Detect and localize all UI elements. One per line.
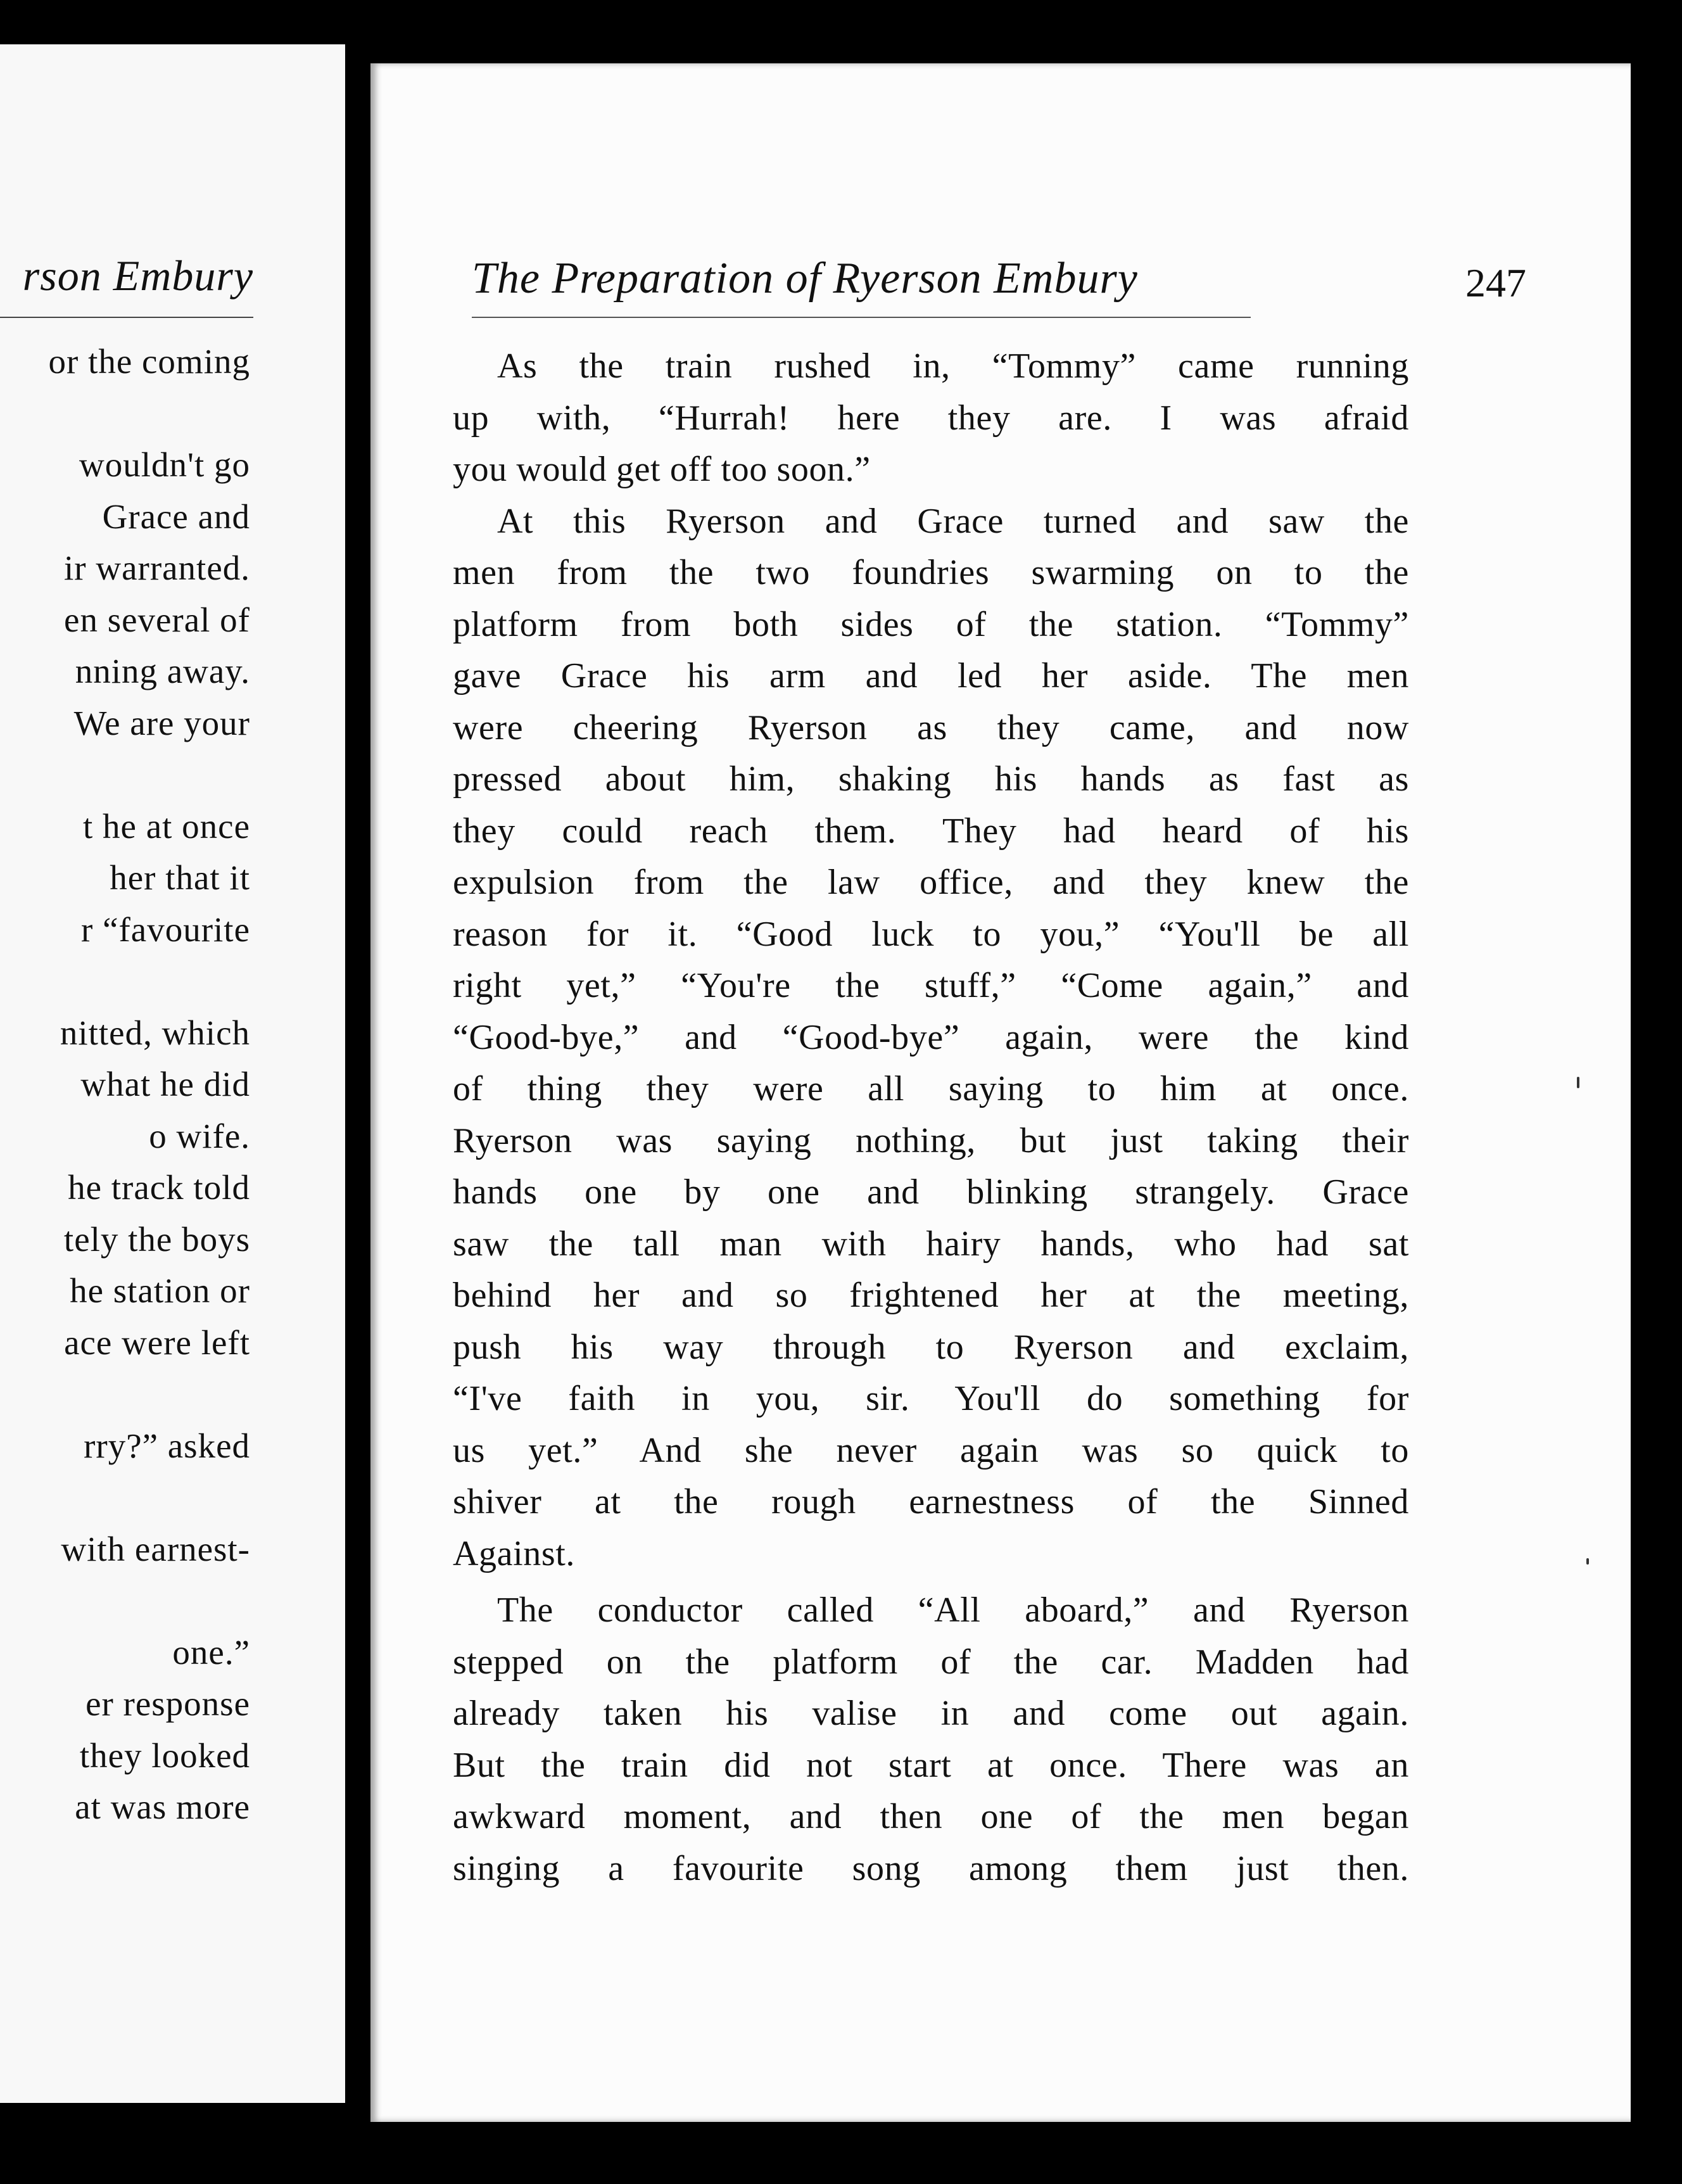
left-line: t he at once <box>83 806 250 846</box>
text-line: Against. <box>453 1533 576 1573</box>
left-line <box>0 749 250 801</box>
page-number: 247 <box>1465 260 1526 305</box>
text-line: expulsion from the law office, and they knew the <box>453 863 1409 902</box>
text-line: saw the tall man with hairy hands, who had sat <box>453 1224 1409 1264</box>
left-line: at was more <box>75 1787 250 1826</box>
text-line: reason for it. “Good luck to you,” “You'll be all <box>453 914 1409 954</box>
left-line <box>0 1471 250 1523</box>
left-line: or the coming <box>48 342 250 381</box>
text-line: awkward moment, and then one of the men began <box>453 1797 1409 1836</box>
left-line: what he did <box>80 1065 250 1103</box>
left-line: he track told <box>68 1168 250 1207</box>
scan-speck <box>1577 1077 1579 1088</box>
text-line: of thing they were all saying to him at once. <box>453 1069 1409 1108</box>
text-line: But the train did not start at once. There was an <box>453 1745 1409 1785</box>
left-text-block <box>0 336 250 1833</box>
left-line: with earnest- <box>61 1529 250 1568</box>
left-line <box>0 1368 250 1420</box>
text-line: stepped on the platform of the car. Madden had <box>453 1642 1409 1682</box>
left-line: tely the boys <box>63 1219 250 1259</box>
left-line: ir warranted. <box>64 549 250 587</box>
left-running-title: rson Embury <box>22 251 253 300</box>
text-line: were cheering Ryerson as they came, and now <box>453 708 1409 747</box>
text-line: you would get off too soon.” <box>453 450 871 489</box>
text-line: “I've faith in you, sir. You'll do something for <box>453 1379 1409 1418</box>
text-line: As the train rushed in, “Tommy” came running <box>497 346 1409 386</box>
left-line: r “favourite <box>81 910 250 949</box>
left-line: her that it <box>110 858 250 897</box>
right-page <box>370 63 1631 2122</box>
left-line: wouldn't go <box>79 445 250 484</box>
text-line: men from the two foundries swarming on to the <box>453 553 1409 592</box>
left-line <box>0 1575 250 1627</box>
left-line <box>0 955 250 1007</box>
text-line: Ryerson was saying nothing, but just taking their <box>453 1121 1409 1160</box>
body-text <box>453 341 1409 1895</box>
text-line: right yet,” “You're the stuff,” “Come again,” and <box>453 966 1409 1005</box>
page-header <box>472 247 1526 310</box>
left-line: ace were left <box>64 1323 250 1362</box>
text-line: up with, “Hurrah! here they are. I was afraid <box>453 398 1409 438</box>
left-line: nning away. <box>75 652 250 690</box>
left-line: he station or <box>70 1271 250 1310</box>
text-line: shiver at the rough earnestness of the Sinned <box>453 1482 1409 1521</box>
header-rule <box>472 317 1251 318</box>
text-line: The conductor called “All aboard,” and Ryerson <box>497 1590 1409 1630</box>
running-title: The Preparation of Ryerson Embury <box>472 254 1138 303</box>
left-line: they looked <box>79 1736 250 1775</box>
left-line: en several of <box>64 600 250 639</box>
text-line: singing a favourite song among them just then. <box>453 1848 1409 1888</box>
left-line <box>0 388 250 440</box>
text-line: gave Grace his arm and led her aside. The men <box>453 656 1409 695</box>
left-line: We are your <box>73 703 250 742</box>
left-line: Grace and <box>102 497 250 536</box>
text-line: “Good-bye,” and “Good-bye” again, were the kind <box>453 1017 1409 1057</box>
text-line: they could reach them. They had heard of his <box>453 811 1409 851</box>
text-line: At this Ryerson and Grace turned and saw the <box>497 501 1409 541</box>
text-line: hands one by one and blinking strangely. Grace <box>453 1172 1409 1212</box>
text-line: push his way through to Ryerson and exclaim, <box>453 1327 1409 1367</box>
left-header-rule <box>0 317 253 318</box>
left-page <box>0 44 345 2103</box>
left-line: nitted, which <box>60 1013 250 1052</box>
text-line: us yet.” And she never again was so quick to <box>453 1430 1409 1470</box>
text-line: already taken his valise in and come out again. <box>453 1694 1409 1733</box>
scan-speck <box>1586 1558 1589 1565</box>
left-line: one.” <box>172 1632 250 1672</box>
left-line: rry?” asked <box>84 1426 250 1465</box>
left-line: er response <box>85 1684 250 1723</box>
text-line: behind her and so frightened her at the meeting, <box>453 1276 1409 1315</box>
left-line: o wife. <box>149 1116 250 1155</box>
text-line: platform from both sides of the station. “Tommy” <box>453 604 1409 644</box>
text-line: pressed about him, shaking his hands as fast as <box>453 759 1409 799</box>
